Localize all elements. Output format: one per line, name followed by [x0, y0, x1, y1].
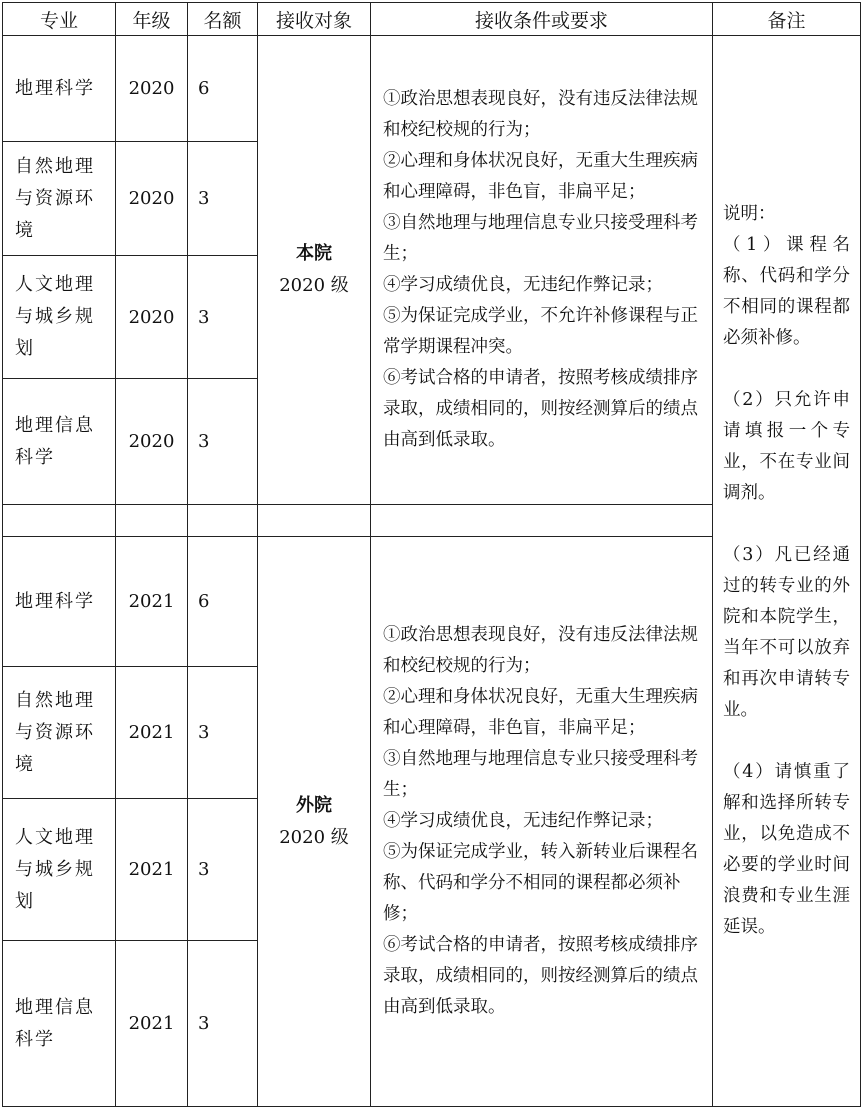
condition-item: ②心理和身体状况良好，无重大生理疾病和心理障碍，非色盲，非扁平足；: [383, 151, 698, 202]
empty-cell: [371, 505, 713, 537]
table-row: [3, 36, 861, 142]
quota-cell: 3: [188, 667, 258, 799]
target-grade: 2020 级: [279, 275, 349, 296]
quota-cell: 3: [188, 379, 258, 505]
grade-cell: 2021: [116, 941, 188, 1107]
remarks-cell: [713, 36, 861, 1107]
grade-cell: 2021: [116, 537, 188, 667]
empty-cell: [188, 505, 258, 537]
empty-cell: [3, 505, 116, 537]
condition-item: ④学习成绩优良，无违纪作弊记录；: [383, 275, 663, 295]
target-name: 外院: [296, 794, 332, 816]
grade-cell: 2020: [116, 256, 188, 379]
header-target: 接收对象: [258, 3, 371, 36]
condition-item: ⑥考试合格的申请者，按照考核成绩排序录取，成绩相同的，则按经测算后的绩点由高到低录取。: [383, 368, 698, 450]
header-conditions: 接收条件或要求: [371, 3, 713, 36]
condition-item: ⑥考试合格的申请者，按照考核成绩排序录取，成绩相同的，则按经测算后的绩点由高到低录取。: [383, 935, 698, 1017]
grade-cell: 2020: [116, 142, 188, 256]
condition-item: ③自然地理与地理信息专业只接受理科考生；: [383, 213, 698, 264]
major-cell: 地理信息科学: [3, 379, 116, 505]
grade-cell: 2021: [116, 667, 188, 799]
quota-cell: 3: [188, 142, 258, 256]
target-name: 本院: [296, 243, 332, 264]
quota-cell: 3: [188, 799, 258, 941]
condition-item: ①政治思想表现良好，没有违反法律法规和校纪校规的行为；: [383, 89, 698, 140]
transfer-major-table: [2, 2, 861, 1107]
grade-cell: 2020: [116, 36, 188, 142]
remark-item: （3）凡已经通过的转专业的外院和本院学生，当年不可以放弃和再次申请转专业。: [723, 545, 850, 720]
major-cell: 自然地理与资源环境: [3, 667, 116, 799]
grade-cell: 2021: [116, 799, 188, 941]
condition-item: ③自然地理与地理信息专业只接受理科考生；: [383, 749, 698, 800]
remark-item: （1）课程名称、代码和学分不相同的课程都必须补修。: [723, 235, 850, 348]
major-cell: 地理科学: [3, 36, 116, 142]
remarks-title: 说明：: [723, 204, 776, 224]
header-row: [3, 3, 861, 36]
header-major: 专业: [3, 3, 116, 36]
condition-item: ⑤为保证完成学业，转入新转业后课程名称、代码和学分不相同的课程都必须补修；: [383, 842, 698, 924]
header-grade: 年级: [116, 3, 188, 36]
grade-cell: 2020: [116, 379, 188, 505]
condition-item: ⑤为保证完成学业，不允许补修课程与正常学期课程冲突。: [383, 306, 698, 357]
quota-cell: 6: [188, 537, 258, 667]
major-cell: 地理科学: [3, 537, 116, 667]
condition-item: ②心理和身体状况良好，无重大生理疾病和心理障碍，非色盲，非扁平足；: [383, 687, 698, 738]
condition-item: ④学习成绩优良，无违纪作弊记录；: [383, 811, 663, 831]
quota-cell: 3: [188, 941, 258, 1107]
major-cell: 人文地理与城乡规划: [3, 799, 116, 941]
conditions-cell: [371, 36, 713, 505]
target-grade: 2020 级: [279, 826, 349, 848]
empty-cell: [258, 505, 371, 537]
quota-cell: 6: [188, 36, 258, 142]
empty-cell: [116, 505, 188, 537]
target-cell: [258, 36, 371, 505]
quota-cell: 3: [188, 256, 258, 379]
major-cell: 地理信息科学: [3, 941, 116, 1107]
conditions-cell: [371, 537, 713, 1107]
major-cell: 自然地理与资源环境: [3, 142, 116, 256]
target-cell: [258, 537, 371, 1107]
major-cell: 人文地理与城乡规划: [3, 256, 116, 379]
remark-item: （4）请慎重了解和选择所转专业，以免造成不必要的学业时间浪费和专业生涯延误。: [723, 762, 850, 937]
header-quota: 名额: [188, 3, 258, 36]
condition-item: ①政治思想表现良好，没有违反法律法规和校纪校规的行为；: [383, 625, 698, 676]
remark-item: （2）只允许申请填报一个专业，不在专业间调剂。: [723, 390, 850, 503]
header-remarks: 备注: [713, 3, 861, 36]
